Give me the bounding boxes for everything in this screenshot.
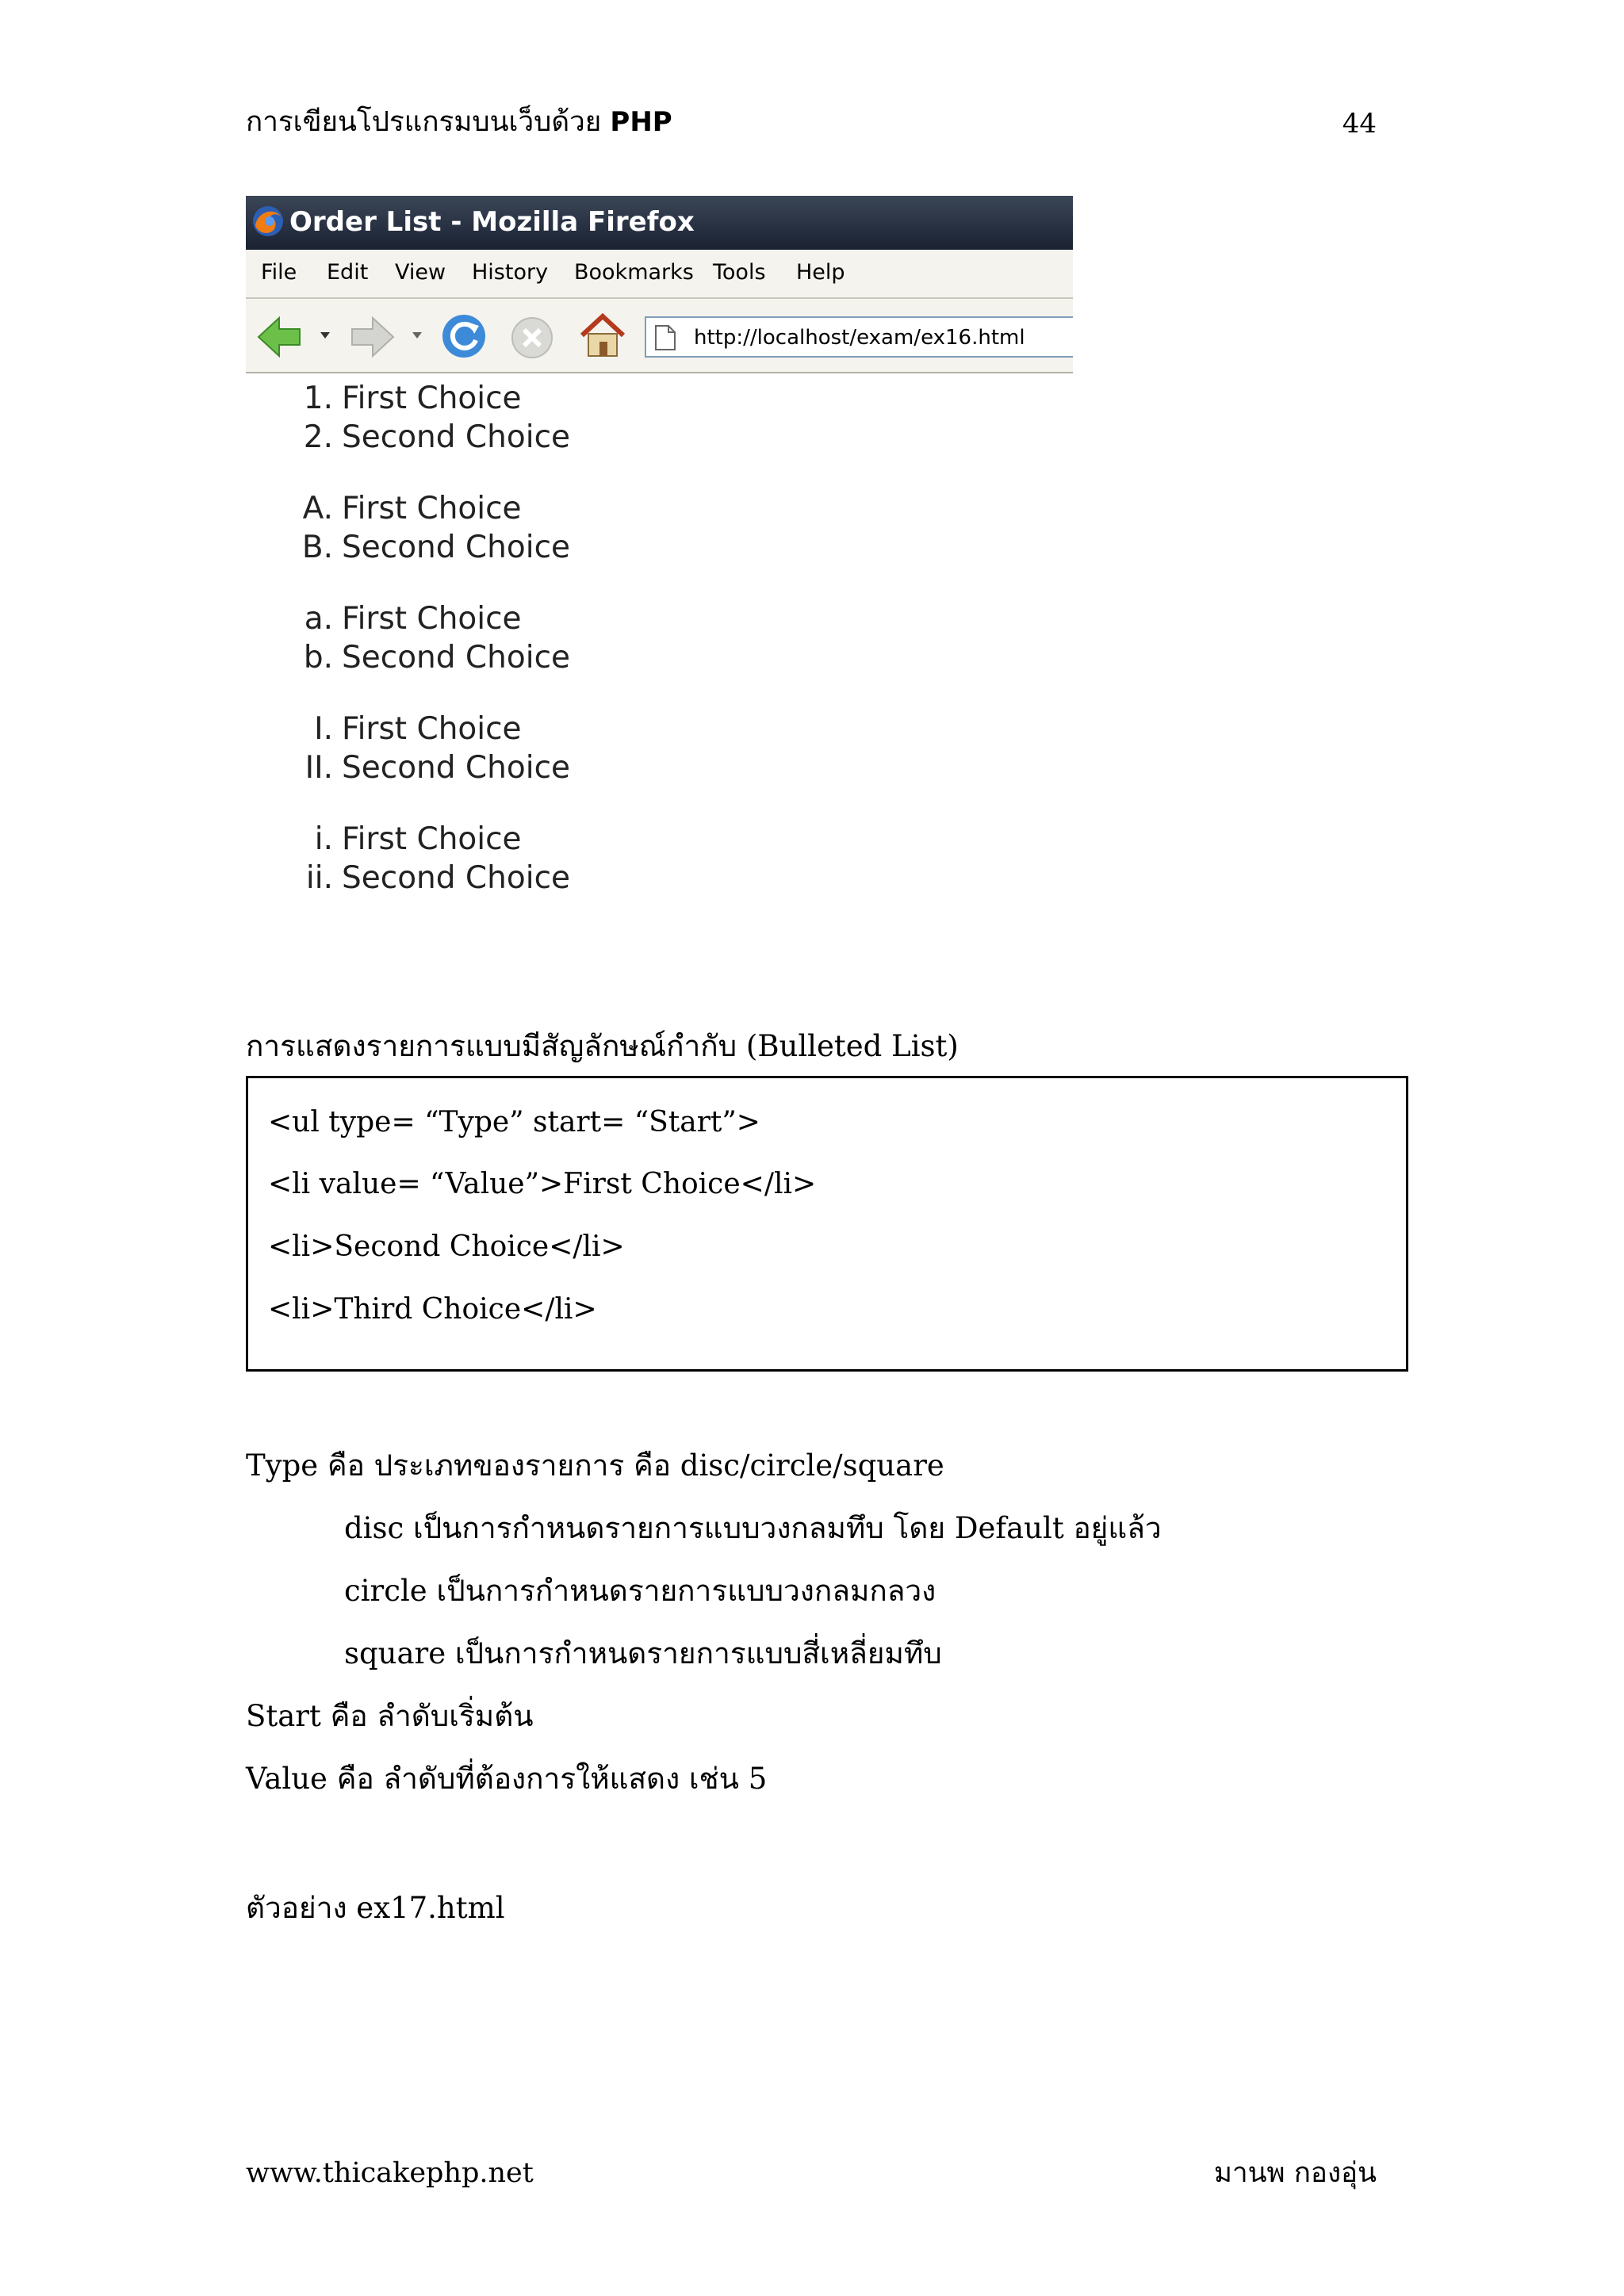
list-marker: a. — [304, 601, 333, 637]
back-arrow-icon[interactable] — [255, 313, 303, 361]
list-item — [246, 489, 959, 528]
description-square: square เป็นการกำหนดรายการแบบสี่เหลี่ยมทึบ — [344, 1636, 942, 1670]
forward-arrow-icon[interactable] — [349, 313, 396, 361]
menu-view[interactable]: View — [395, 260, 446, 285]
footer-url: www.thicakephp.net — [246, 2157, 534, 2189]
list-marker: 2. — [303, 419, 333, 455]
list-item — [246, 710, 959, 748]
code-line: <li>Second Choice</li> — [268, 1230, 625, 1263]
stop-icon[interactable] — [509, 315, 555, 361]
list-item — [246, 820, 959, 859]
ordered-list-upper-alpha — [246, 489, 959, 567]
menu-help[interactable]: Help — [796, 260, 845, 285]
list-item-text: Second Choice — [342, 860, 571, 896]
section-heading: การแสดงรายการแบบมีสัญลักษณ์กำกับ (Bulleted List) — [246, 1029, 959, 1063]
code-line: <ul type= “Type” start= “Start”> — [268, 1106, 760, 1138]
list-item-text: First Choice — [342, 821, 522, 857]
browser-titlebar — [246, 196, 1073, 250]
list-item — [246, 859, 959, 897]
code-line: <li>Third Choice</li> — [268, 1293, 597, 1326]
ordered-list-upper-roman — [246, 710, 959, 787]
menu-file[interactable]: File — [261, 260, 297, 285]
firefox-logo-icon — [251, 204, 285, 239]
ordered-list-lower-roman — [246, 820, 959, 897]
menu-edit[interactable]: Edit — [327, 260, 369, 285]
menu-tools[interactable]: Tools — [713, 260, 766, 285]
description-circle: circle เป็นการกำหนดรายการแบบวงกลมกลวง — [344, 1574, 936, 1608]
address-bar[interactable] — [645, 316, 1073, 358]
code-line: <li value= “Value”>First Choice</li> — [268, 1168, 817, 1200]
list-marker: 1. — [303, 381, 333, 416]
list-marker: i. — [314, 821, 333, 857]
list-item-text: First Choice — [342, 381, 522, 416]
page-icon — [654, 324, 676, 351]
list-item-text: Second Choice — [342, 419, 571, 455]
page-number: 44 — [1342, 108, 1377, 140]
window-title: Order List - Mozilla Firefox — [289, 206, 695, 238]
home-icon[interactable] — [577, 310, 628, 361]
list-item-text: Second Choice — [342, 750, 571, 786]
footer-author: มานพ กองอุ่น — [1213, 2157, 1377, 2189]
ordered-list-lower-alpha — [246, 599, 959, 677]
example-label: ตัวอย่าง ex17.html — [246, 1891, 505, 1925]
list-item — [246, 418, 959, 457]
reload-icon[interactable] — [439, 312, 488, 361]
list-item-text: First Choice — [342, 601, 522, 637]
code-box — [246, 1076, 1408, 1372]
header-title-thai: การเขียนโปรแกรมบนเว็บด้วย — [246, 106, 602, 138]
menu-history[interactable]: History — [472, 260, 549, 285]
page-header-title — [246, 101, 672, 143]
description-type: Type คือ ประเภทของรายการ คือ disc/circle/square — [246, 1448, 944, 1483]
navigation-toolbar — [246, 299, 1073, 373]
list-item-text: Second Choice — [342, 530, 571, 565]
list-marker: I. — [314, 711, 333, 747]
description-value: Value คือ ลำดับที่ต้องการให้แสดง เช่น 5 — [246, 1762, 768, 1796]
list-marker: b. — [303, 640, 333, 675]
menu-bar — [246, 250, 1073, 299]
description-start: Start คือ ลำดับเริ่มต้น — [246, 1699, 534, 1733]
back-dropdown-icon[interactable] — [319, 331, 331, 340]
header-title-php: PHP — [610, 106, 672, 138]
url-text: http://localhost/exam/ex16.html — [694, 326, 1025, 350]
list-item — [246, 599, 959, 638]
browser-screenshot — [246, 196, 1073, 373]
ordered-list-decimal — [246, 379, 959, 457]
list-marker: B. — [301, 530, 333, 565]
menu-bookmarks[interactable]: Bookmarks — [574, 260, 694, 285]
description-disc: disc เป็นการกำหนดรายการแบบวงกลมทึบ โดย Default อยู่แล้ว — [344, 1511, 1162, 1545]
list-item — [246, 528, 959, 567]
list-marker: II. — [304, 750, 333, 786]
list-item-text: Second Choice — [342, 640, 571, 675]
list-item — [246, 638, 959, 677]
list-marker: ii. — [305, 860, 333, 896]
list-item — [246, 379, 959, 418]
list-item-text: First Choice — [342, 491, 522, 526]
list-item-text: First Choice — [342, 711, 522, 747]
forward-dropdown-icon[interactable] — [411, 331, 423, 340]
list-marker: A. — [302, 491, 333, 526]
list-item — [246, 748, 959, 787]
